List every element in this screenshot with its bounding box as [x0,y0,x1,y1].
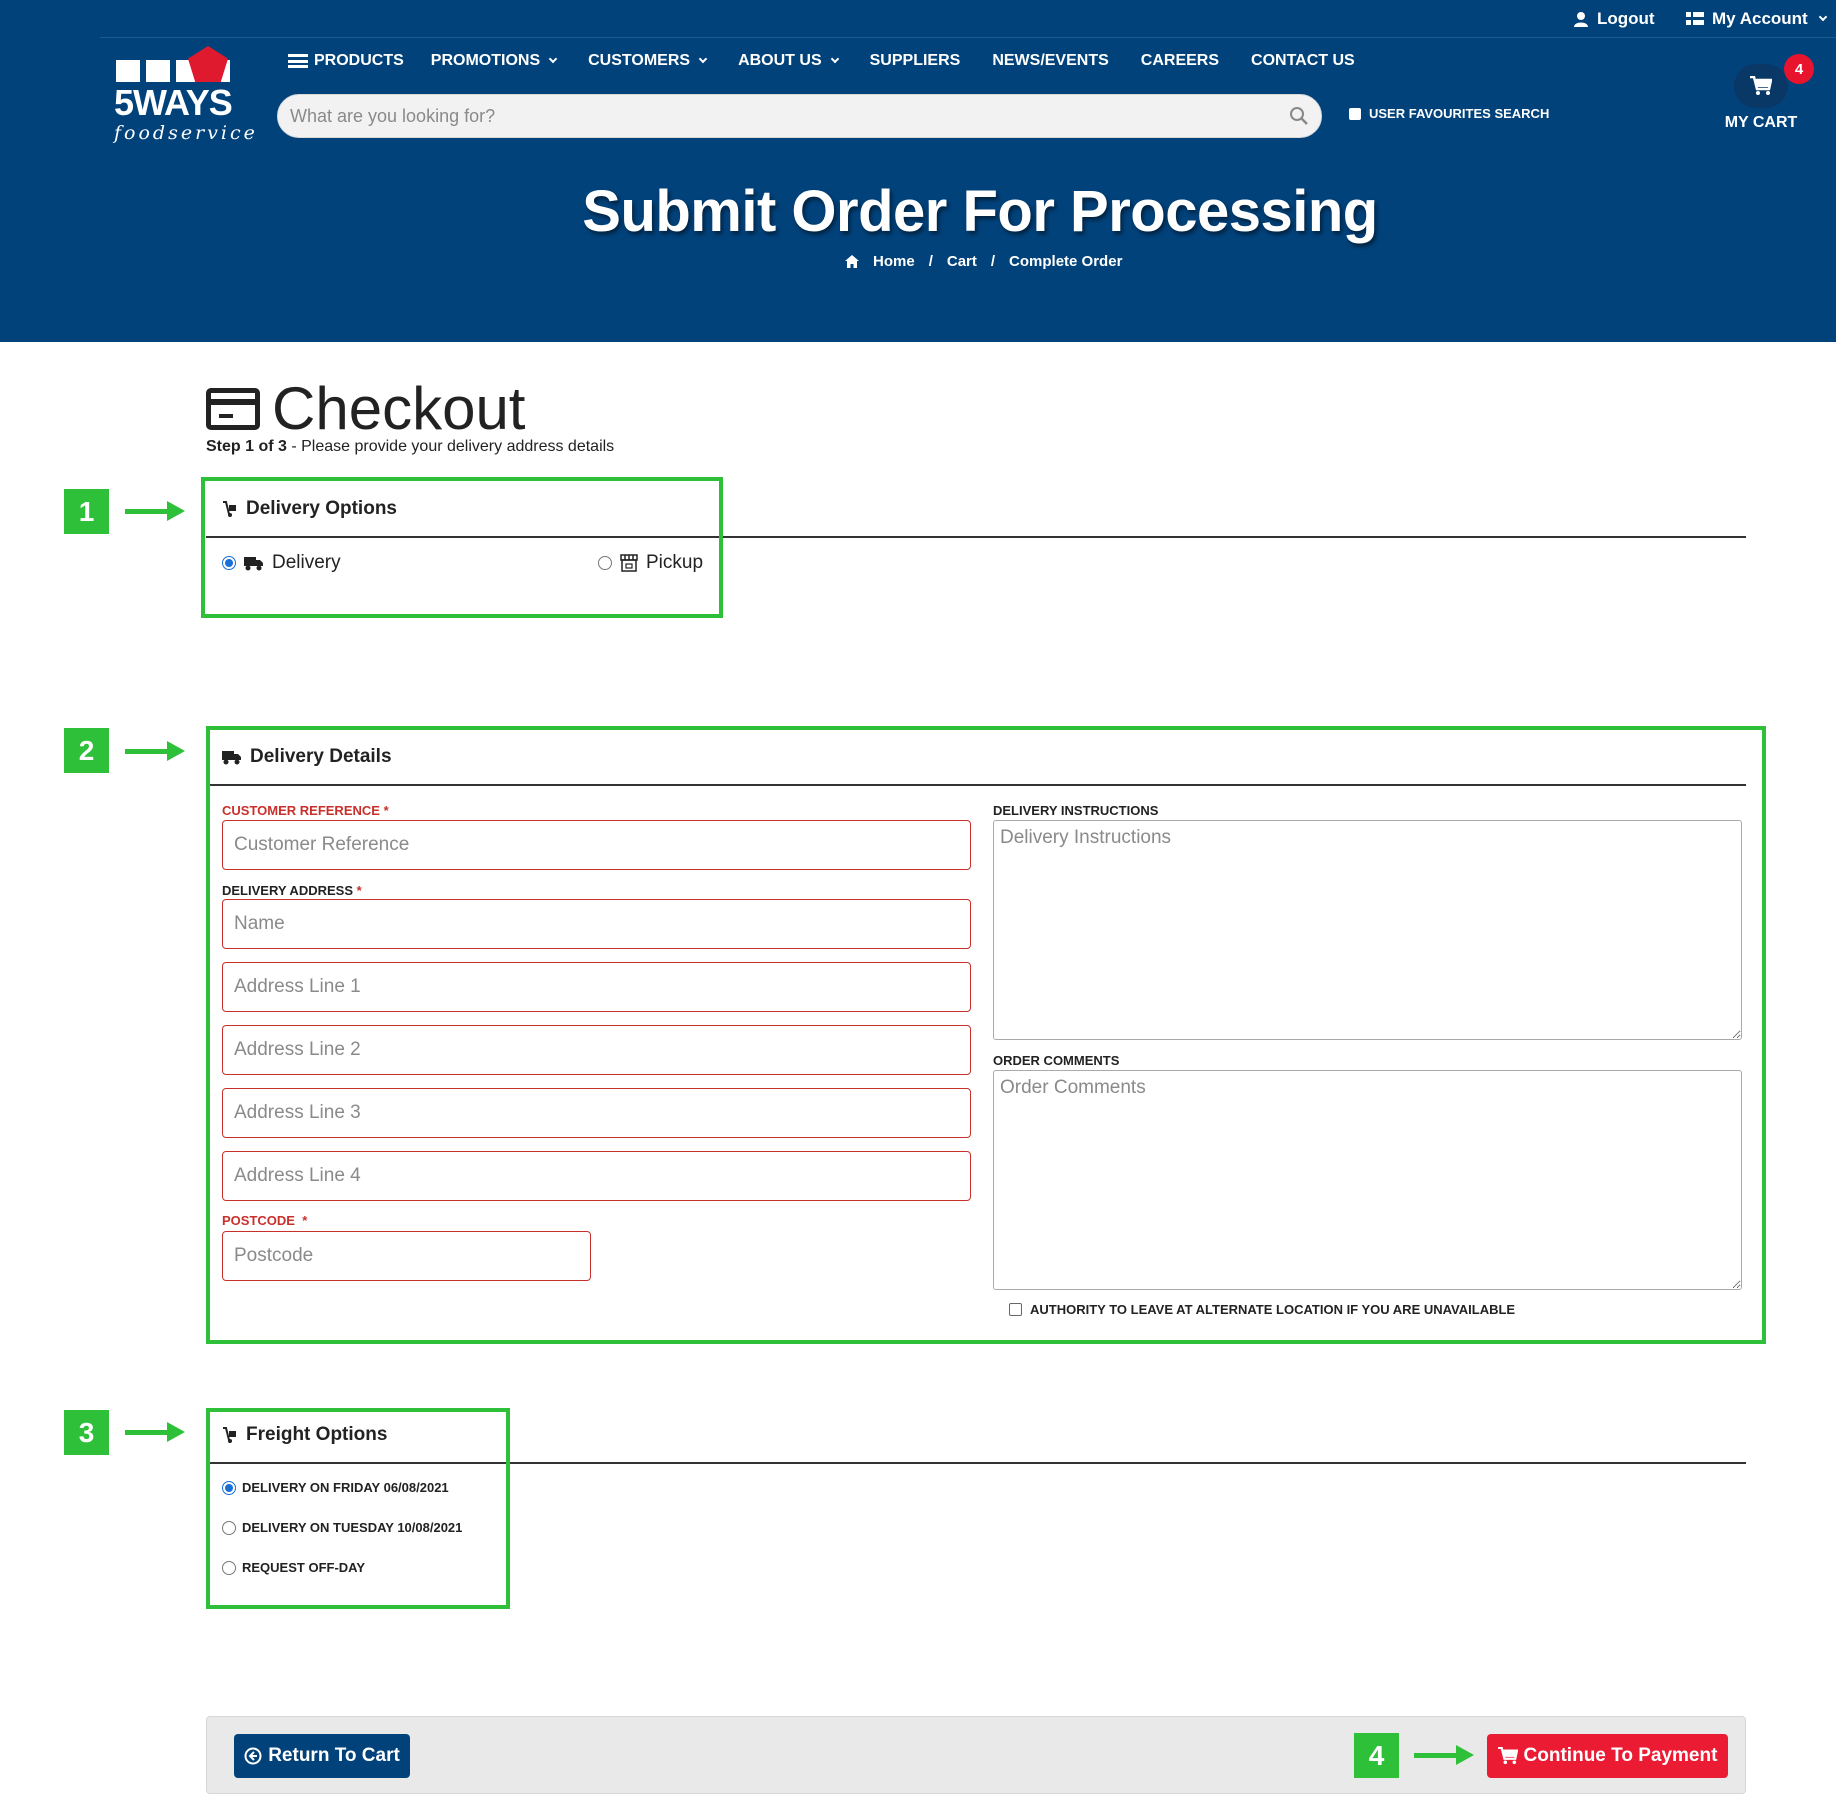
logo-wordmark: 5WAYS [114,82,232,123]
delivery-details-title: Delivery Details [250,746,392,767]
home-icon [845,255,859,268]
search-input[interactable] [290,95,1270,137]
shopping-cart-icon [1750,76,1772,96]
nav-about-us-label: ABOUT US [738,52,822,69]
annotation-box-delivery-options [201,477,723,618]
annotation-marker-1: 1 [64,489,109,534]
nav-products-label: PRODUCTS [314,52,404,69]
shopping-cart-icon [1498,1747,1518,1765]
checkout-heading [206,374,525,443]
annotation-box-delivery-details [206,726,1766,1344]
annotation-marker-2: 2 [64,728,109,773]
nav-suppliers[interactable] [870,52,961,70]
annotation-box-freight-options [206,1408,510,1609]
breadcrumb-separator: / [990,253,996,270]
chevron-down-icon [549,55,557,63]
logout-link[interactable] [1573,9,1655,29]
credit-card-icon [206,388,260,430]
site-header [0,0,1836,342]
nav-promotions[interactable] [431,52,556,70]
logo-gem-icon [188,46,228,82]
return-to-cart-label: Return To Cart [268,1745,400,1766]
chevron-down-icon [699,55,707,63]
nav-contact-us[interactable] [1251,52,1355,70]
nav-suppliers-label: SUPPLIERS [869,52,961,69]
breadcrumb-cart[interactable]: Cart [946,253,977,270]
cart-count-badge: 4 [1784,54,1814,84]
cart-icon-circle [1734,64,1788,108]
step-count: Step 1 of 3 [206,438,287,455]
chevron-down-icon [830,55,838,63]
freight-options-title: Freight Options [246,1424,388,1445]
search-icon [1289,106,1309,126]
annotation-marker-3: 3 [64,1410,109,1455]
nav-about-us[interactable] [738,52,838,70]
search-button[interactable] [1277,95,1321,137]
step-description: - Please provide your delivery address details [286,438,615,455]
nav-news-events-label: NEWS/EVENTS [992,52,1109,69]
favourites-checkbox[interactable] [1349,108,1361,120]
freight-option-label: DELIVERY ON FRIDAY 06/08/2021 [242,1480,449,1495]
user-icon [1573,11,1589,27]
hamburger-icon [288,54,308,68]
grid-list-icon [1686,12,1704,26]
order-comments-label: ORDER COMMENTS [993,1053,1120,1068]
checkout-title: Checkout [272,375,526,442]
pickup-option-label: Pickup [646,552,704,573]
chevron-down-icon [1818,13,1826,21]
nav-customers[interactable] [588,52,706,70]
annotation-arrow-icon [125,1422,185,1442]
annotation-marker-4: 4 [1354,1733,1399,1778]
page-title: Submit Order For Processing [582,179,1378,244]
customer-reference-label-text: CUSTOMER REFERENCE [222,803,380,818]
nav-news-events[interactable] [992,52,1108,70]
delivery-address-label-text: DELIVERY ADDRESS [222,883,353,898]
step-indicator [206,438,614,456]
breadcrumb-home[interactable]: Home [873,253,915,270]
nav-careers-label: CAREERS [1140,52,1220,69]
my-account-label: My Account [1712,9,1808,28]
my-cart-button[interactable] [1722,60,1804,132]
freight-option-label: DELIVERY ON TUESDAY 10/08/2021 [242,1520,463,1535]
logo-subtitle: foodservice [114,122,258,144]
continue-to-payment-button[interactable] [1487,1734,1728,1778]
freight-option-label: REQUEST OFF-DAY [242,1560,366,1575]
postcode-label-text: POSTCODE [222,1213,295,1228]
nav-careers[interactable] [1141,52,1219,70]
delivery-options-title: Delivery Options [246,498,397,519]
continue-to-payment-label: Continue To Payment [1523,1745,1718,1766]
breadcrumb-separator: / [928,253,933,270]
annotation-arrow-icon [125,501,185,521]
circle-arrow-left-icon [244,1747,262,1765]
required-marker: * [356,883,362,898]
breadcrumb-current: Complete Order [1009,253,1123,270]
favourites-label: USER FAVOURITES SEARCH [1369,106,1550,121]
user-favourites-search-toggle[interactable] [1349,106,1549,121]
annotation-arrow-icon [125,741,185,761]
delivery-option-label: Delivery [272,552,341,573]
required-marker: * [302,1213,308,1228]
my-account-menu[interactable] [1686,9,1826,29]
required-marker: * [383,803,389,818]
breadcrumb [845,253,1122,270]
annotation-arrow-icon [1414,1745,1474,1765]
nav-promotions-label: PROMOTIONS [430,52,541,69]
logout-label: Logout [1597,9,1655,28]
search-bar [277,94,1322,138]
delivery-instructions-label: DELIVERY INSTRUCTIONS [993,803,1159,818]
nav-customers-label: CUSTOMERS [588,52,691,69]
nav-contact-us-label: CONTACT US [1251,52,1355,69]
logo[interactable] [112,44,258,144]
my-cart-label: MY CART [1724,114,1798,131]
return-to-cart-button[interactable] [234,1734,410,1778]
nav-products[interactable] [288,52,404,70]
authority-to-leave-label: AUTHORITY TO LEAVE AT ALTERNATE LOCATION IF YOU ARE UNAVAILABLE [1030,1302,1516,1317]
main-nav [288,52,1387,70]
